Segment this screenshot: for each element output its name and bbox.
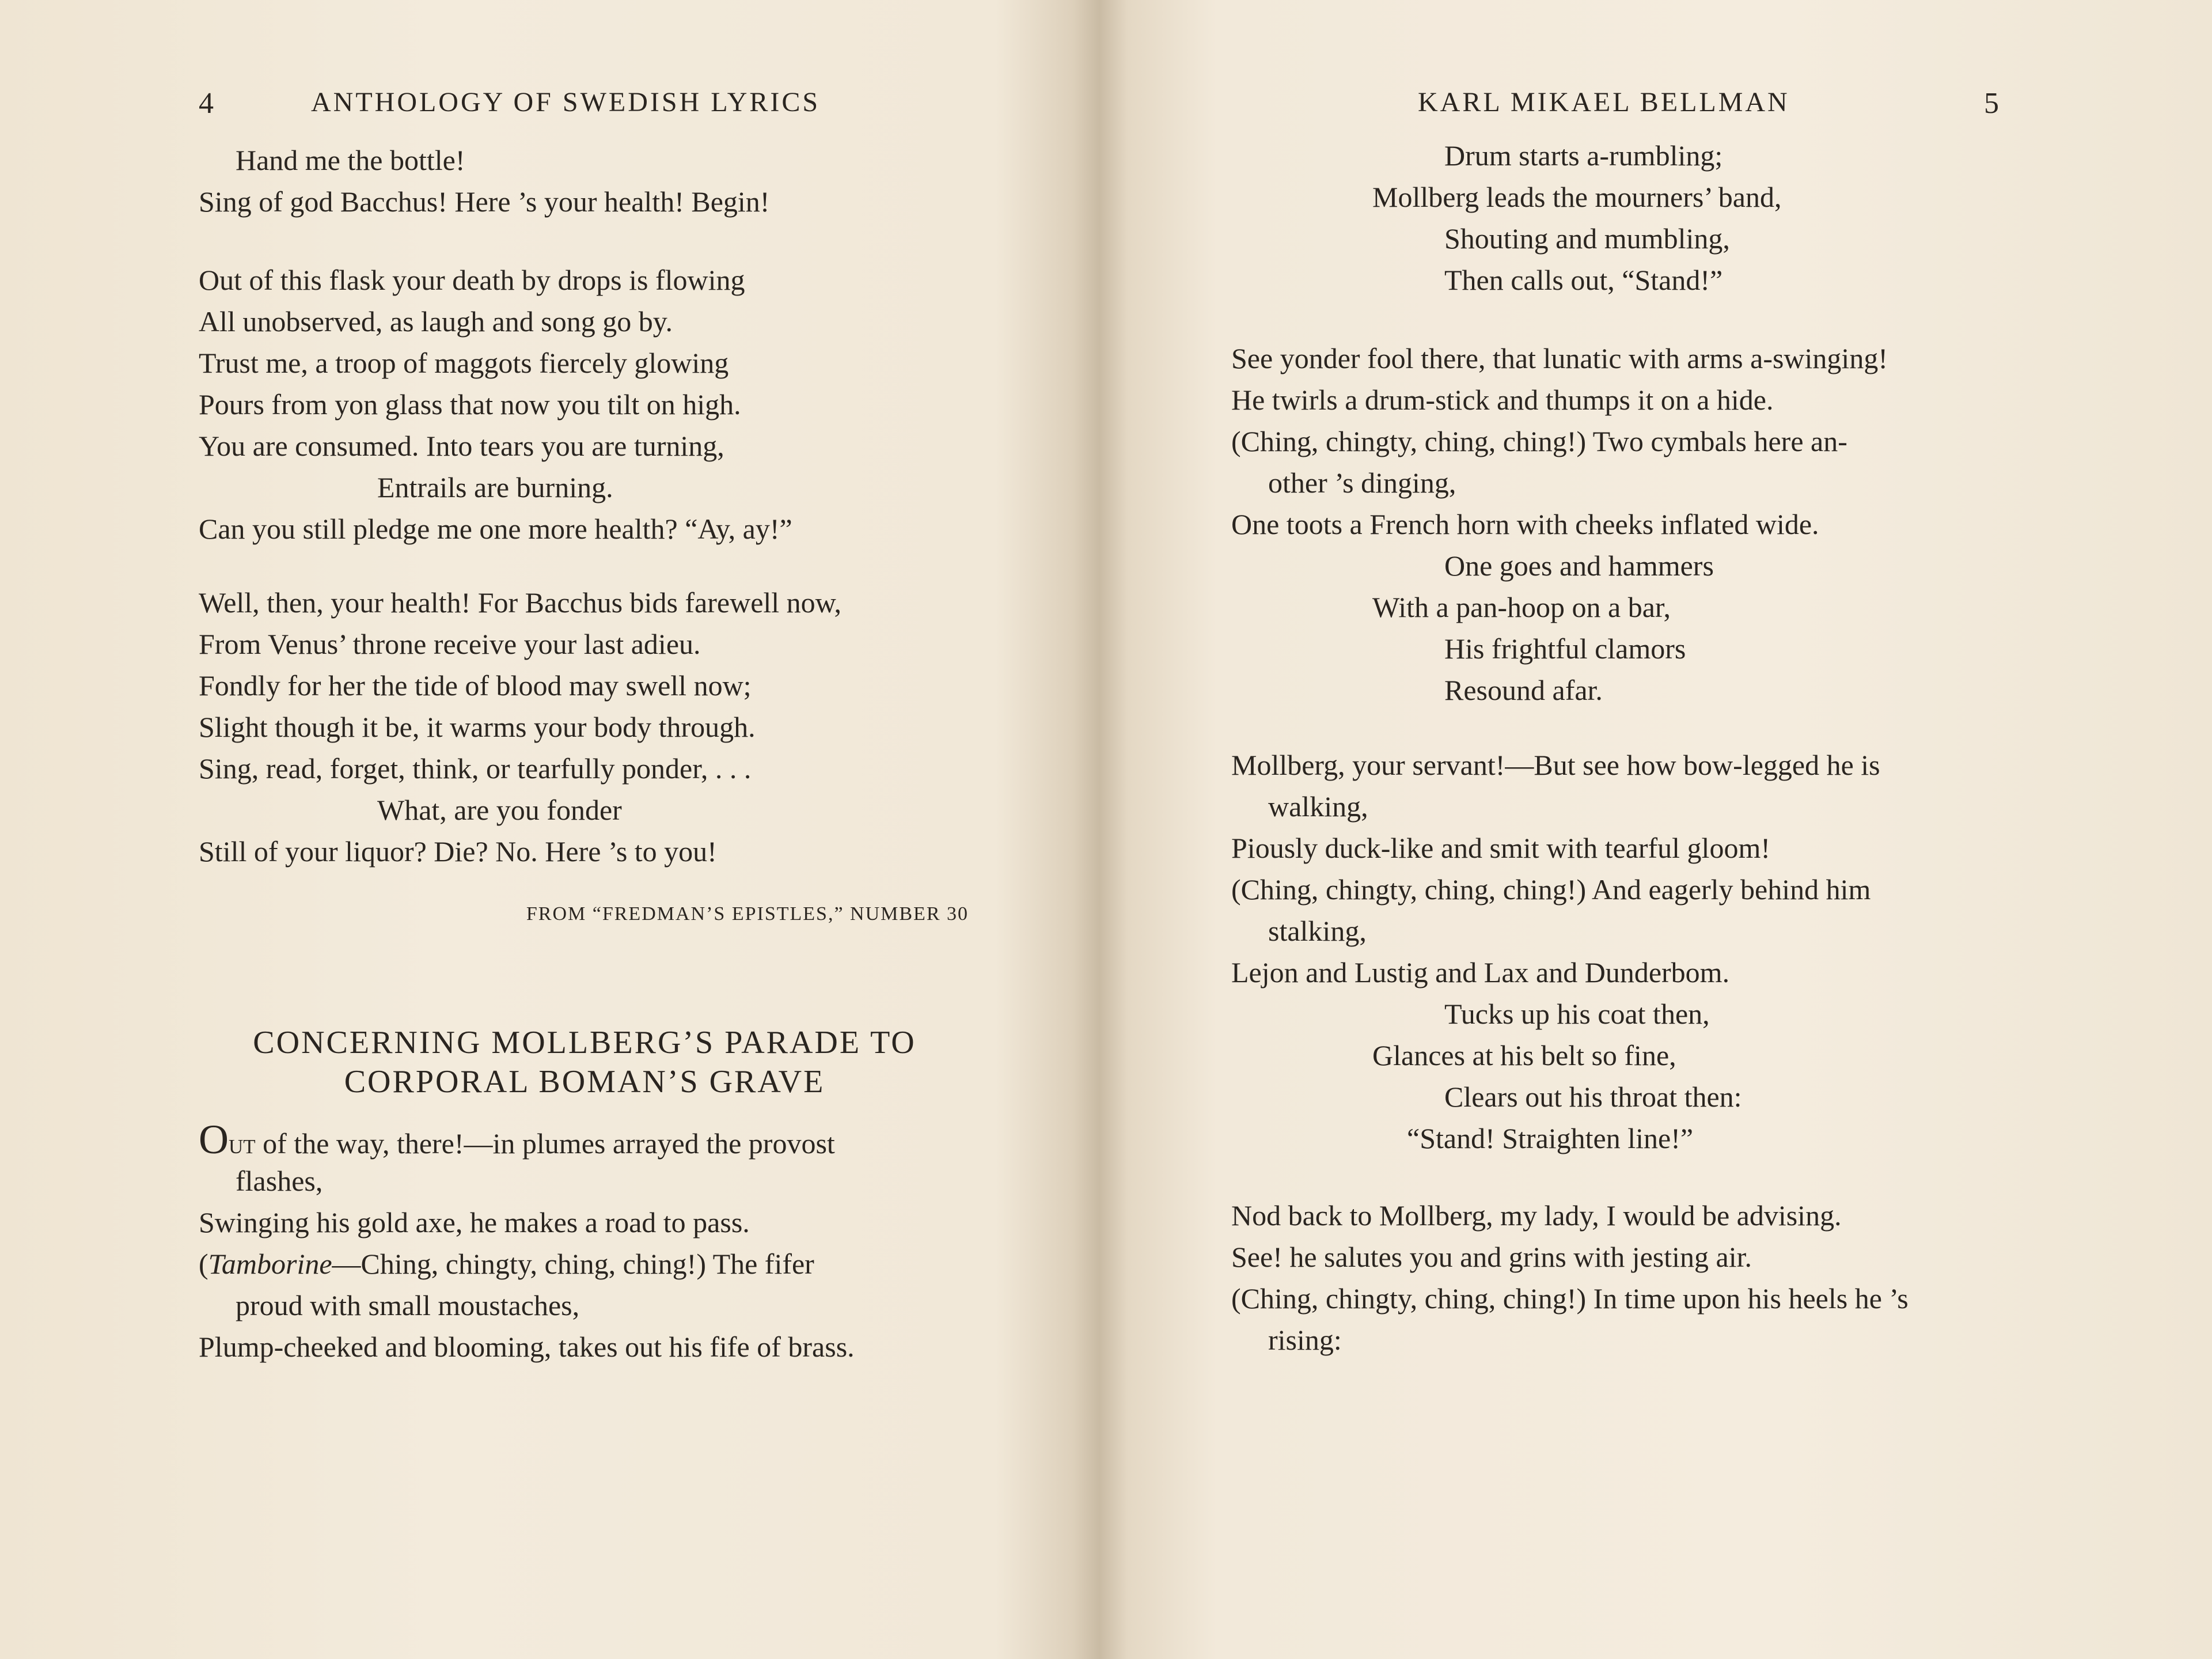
line-text: —Ching, chingty, ching, ching!) The fifer	[332, 1248, 814, 1280]
drop-cap: O	[199, 1116, 229, 1162]
left-page	[0, 0, 1094, 1659]
verse-line: One goes and hammers	[1444, 550, 1714, 582]
verse-line: Swinging his gold axe, he makes a road to pass.	[199, 1206, 750, 1238]
verse-line: Out of this flask your death by drops is flowing	[199, 264, 745, 296]
verse-line: Clears out his throat then:	[1444, 1081, 1742, 1113]
verse-line: (Ching, chingty, ching, ching!) Two cymbals here an-	[1231, 425, 1847, 457]
poem-title	[199, 1024, 970, 1100]
verse-line: From Venus’ throne receive your last adieu.	[199, 628, 701, 660]
verse-line: Sing, read, forget, think, or tearfully ponder, . . .	[199, 752, 752, 785]
verse-line: flashes,	[236, 1165, 323, 1197]
verse-line: One toots a French horn with cheeks inflated wide.	[1231, 508, 1819, 540]
verse-line: (Ching, chingty, ching, ching!) In time upon his heels he ’s	[1231, 1282, 1909, 1315]
verse-line: proud with small moustaches,	[236, 1289, 580, 1321]
verse-line: You are consumed. Into tears you are turning,	[199, 430, 724, 462]
verse-line: Hand me the bottle!	[236, 144, 465, 176]
verse-line: Pours from yon glass that now you tilt on high.	[199, 388, 741, 421]
verse-line: See yonder fool there, that lunatic with arms a-swinging!	[1231, 342, 1888, 374]
running-head: KARL MIKAEL BELLMAN	[1418, 87, 1790, 118]
verse-line: (Ching, chingty, ching, ching!) And eagerly behind him	[1231, 873, 1871, 906]
verse-line: Trust me, a troop of maggots fiercely glowing	[199, 347, 729, 379]
verse-line: Shouting and mumbling,	[1444, 222, 1730, 255]
verse-line: rising:	[1268, 1324, 1342, 1356]
verse-line: (Tamborine—Ching, chingty, ching, ching!) The fifer	[199, 1248, 814, 1280]
verse-line: Slight though it be, it warms your body through.	[199, 711, 756, 743]
verse-line: With a pan-hoop on a bar,	[1372, 591, 1671, 623]
italic-text: Tamborine	[208, 1248, 332, 1280]
verse-line: Mollberg, your servant!—But see how bow-legged he is	[1231, 749, 1880, 781]
running-head: ANTHOLOGY OF SWEDISH LYRICS	[311, 87, 821, 118]
verse-line: Entrails are burning.	[377, 471, 613, 503]
page-number: 4	[199, 87, 214, 120]
verse-line: He twirls a drum-stick and thumps it on a hide.	[1231, 384, 1774, 416]
source-attribution: FROM “FREDMAN’S EPISTLES,” NUMBER 30	[526, 903, 969, 925]
poem-title-line: CORPORAL BOMAN’S GRAVE	[344, 1064, 825, 1100]
small-caps-text: ut	[229, 1127, 256, 1160]
verse-line: Piously duck-like and smit with tearful gloom!	[1231, 832, 1770, 864]
verse-line: Glances at his belt so fine,	[1372, 1039, 1676, 1071]
verse-line: Lejon and Lustig and Lax and Dunderbom.	[1231, 956, 1730, 988]
verse-line: walking,	[1268, 790, 1368, 823]
verse-line: Plump-cheeked and blooming, takes out his fife of brass.	[199, 1331, 855, 1363]
line-text: of the way, there!—in plumes arrayed the provost	[255, 1127, 835, 1160]
verse-line: What, are you fonder	[377, 794, 622, 826]
verse-line: Well, then, your health! For Bacchus bids farewell now,	[199, 586, 842, 619]
verse-line: other ’s dinging,	[1268, 467, 1456, 499]
verse-line: His frightful clamors	[1444, 632, 1686, 665]
verse-line	[199, 1116, 835, 1162]
verse-line: Resound afar.	[1444, 674, 1603, 706]
verse-line: stalking,	[1268, 915, 1367, 947]
verse-line: Sing of god Bacchus! Here ’s your health! Begin!	[199, 185, 770, 218]
verse-line: Fondly for her the tide of blood may swell now;	[199, 669, 752, 702]
page-number: 5	[1984, 87, 1999, 120]
verse-line: All unobserved, as laugh and song go by.	[199, 305, 673, 338]
poem-title-line: CONCERNING MOLLBERG’S PARADE TO	[253, 1025, 916, 1060]
verse-line: “Stand! Straighten line!”	[1407, 1122, 1694, 1154]
verse-line: Drum starts a-rumbling;	[1444, 139, 1723, 172]
verse-line: Can you still pledge me one more health? “Ay, ay!”	[199, 513, 792, 545]
right-page	[1094, 0, 2212, 1659]
verse-line: Still of your liquor? Die? No. Here ’s to you!	[199, 835, 717, 868]
verse-line: See! he salutes you and grins with jesting air.	[1231, 1241, 1752, 1273]
verse-line: Mollberg leads the mourners’ band,	[1372, 181, 1782, 213]
verse-line: Then calls out, “Stand!”	[1444, 264, 1723, 296]
verse-line: Nod back to Mollberg, my lady, I would be advising.	[1231, 1199, 1842, 1232]
verse-line: Tucks up his coat then,	[1444, 998, 1710, 1030]
